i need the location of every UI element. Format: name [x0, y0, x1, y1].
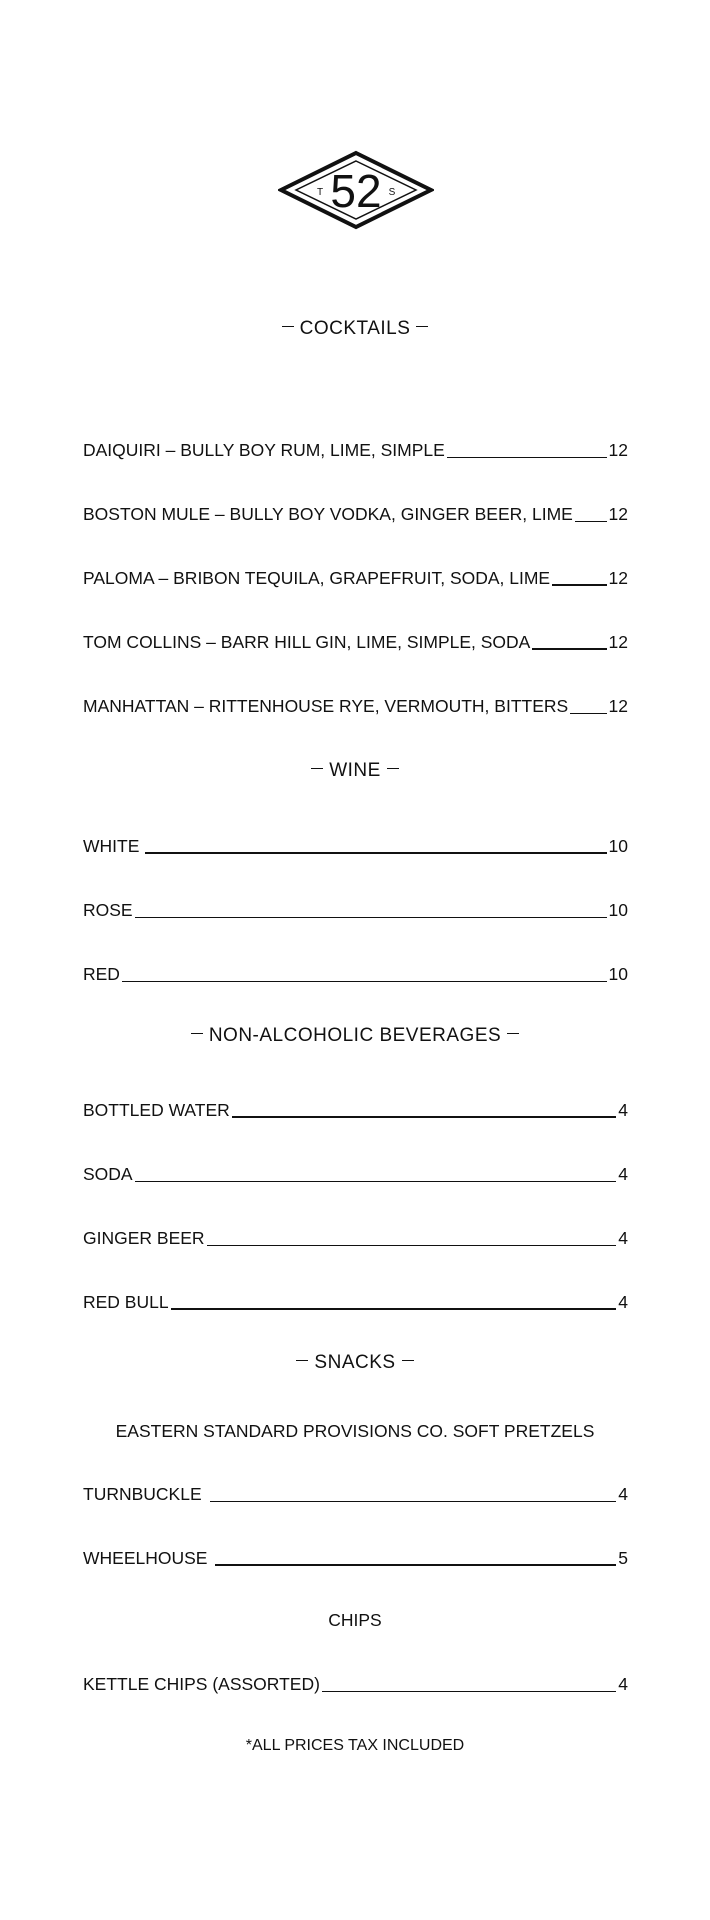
item-price: 5 — [618, 1548, 628, 1568]
menu-item-boston-mule — [83, 501, 628, 525]
tax-note: *ALL PRICES TAX INCLUDED — [245, 1737, 465, 1754]
dot-leader — [575, 520, 607, 522]
menu-item-red — [83, 961, 628, 985]
chips-subheading: CHIPS — [328, 1610, 382, 1630]
item-name: DAIQUIRI – BULLY BOY RUM, LIME, SIMPLE — [83, 440, 445, 460]
menu-item-ginger-beer — [83, 1225, 628, 1249]
dot-leader — [532, 647, 606, 650]
menu-item-white — [83, 833, 628, 857]
item-name: BOTTLED WATER — [83, 1100, 230, 1120]
item-price: 12 — [608, 632, 628, 652]
dot-leader — [210, 1500, 617, 1502]
menu-item-rose — [83, 897, 628, 921]
menu-item-soda — [83, 1161, 628, 1185]
item-price: 10 — [608, 900, 628, 920]
wine-heading: WINE — [0, 760, 710, 782]
non-alcoholic-heading: NON-ALCOHOLIC BEVERAGES — [0, 1025, 710, 1047]
dot-leader — [145, 851, 606, 854]
logo-right-letter: S — [388, 187, 396, 198]
item-name: RED BULL — [83, 1292, 169, 1312]
cocktails-heading: COCKTAILS — [0, 318, 710, 340]
item-name: WHEELHOUSE — [83, 1548, 208, 1568]
item-price: 10 — [608, 836, 628, 856]
dot-leader — [171, 1307, 617, 1310]
item-name: ROSE — [83, 900, 133, 920]
item-price: 4 — [618, 1484, 628, 1504]
diamond-logo-icon — [278, 150, 434, 230]
dot-leader — [135, 1180, 617, 1182]
pretzels-subheading: EASTERN STANDARD PROVISIONS CO. SOFT PRETZELS — [115, 1421, 595, 1441]
dot-leader — [207, 1244, 617, 1246]
item-name: MANHATTAN – RITTENHOUSE RYE, VERMOUTH, BITTERS — [83, 696, 569, 716]
logo-number: 52 — [330, 165, 382, 217]
item-name: GINGER BEER — [83, 1228, 205, 1248]
dot-leader — [232, 1115, 616, 1118]
item-name: PALOMA – BRIBON TEQUILA, GRAPEFRUIT, SODA, LIME — [83, 568, 551, 588]
menu-item-daiquiri — [83, 437, 628, 461]
item-name: RED — [83, 964, 120, 984]
dot-leader — [122, 980, 607, 982]
dot-leader — [552, 583, 606, 586]
item-name: TOM COLLINS – BARR HILL GIN, LIME, SIMPLE, SODA — [83, 632, 531, 652]
dot-leader — [322, 1690, 616, 1692]
dot-leader — [135, 916, 607, 918]
menu-item-red-bull — [83, 1289, 628, 1313]
item-price: 4 — [618, 1228, 628, 1248]
item-name: KETTLE CHIPS (ASSORTED) — [83, 1674, 320, 1694]
item-price: 4 — [618, 1292, 628, 1312]
item-name: TURNBUCKLE — [83, 1484, 202, 1504]
snacks-heading: SNACKS — [0, 1352, 710, 1374]
item-price: 10 — [608, 964, 628, 984]
item-price: 12 — [608, 696, 628, 716]
menu-item-turnbuckle — [83, 1481, 628, 1505]
item-price: 4 — [618, 1164, 628, 1184]
item-price: 4 — [618, 1100, 628, 1120]
item-name: WHITE — [83, 836, 140, 856]
item-price: 12 — [608, 504, 628, 524]
menu-item-wheelhouse — [83, 1545, 628, 1569]
menu-item-manhattan — [83, 693, 628, 717]
item-price: 12 — [608, 568, 628, 588]
dot-leader — [215, 1563, 616, 1566]
logo-left-letter: T — [316, 187, 324, 198]
menu-item-bottled-water — [83, 1097, 628, 1121]
menu-item-kettle-chips — [83, 1671, 628, 1695]
menu-item-paloma — [83, 565, 628, 589]
logo — [278, 150, 434, 230]
dot-leader — [447, 456, 607, 458]
menu-item-tom-collins — [83, 629, 628, 653]
item-price: 12 — [608, 440, 628, 460]
dot-leader — [570, 712, 606, 714]
item-name: BOSTON MULE – BULLY BOY VODKA, GINGER BEER, LIME — [83, 504, 573, 524]
item-price: 4 — [618, 1674, 628, 1694]
item-name: SODA — [83, 1164, 133, 1184]
